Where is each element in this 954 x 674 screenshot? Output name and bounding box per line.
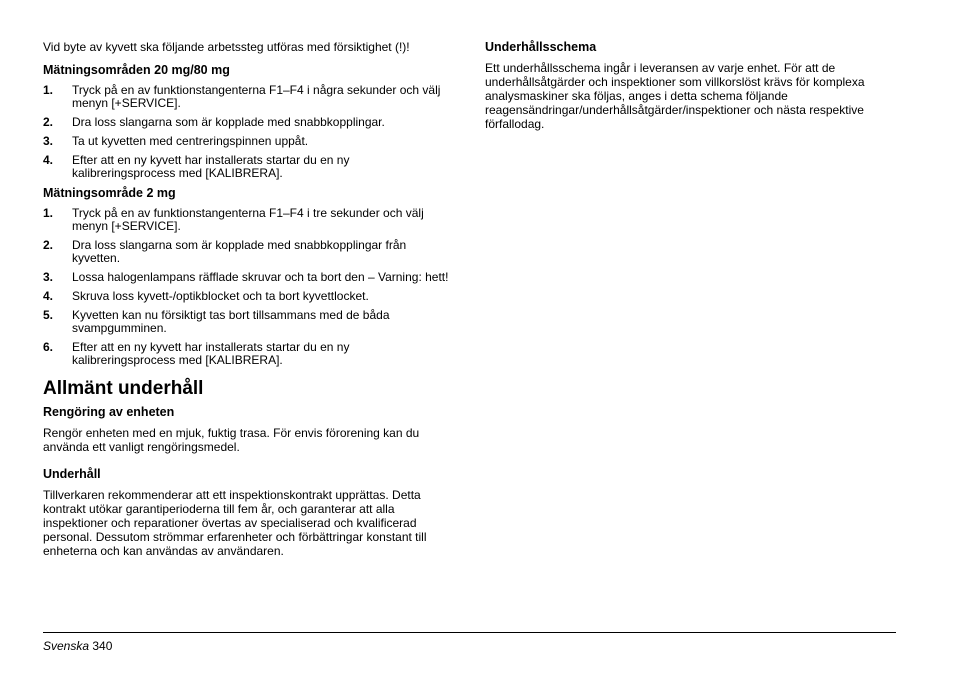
step-number: 5. — [43, 308, 54, 322]
step-text: Lossa halogenlampans räfflade skruvar och ta bort den – Varning: hett! — [72, 270, 449, 284]
steps-list-20-80mg — [43, 84, 455, 180]
step-number: 4. — [43, 153, 54, 167]
step-number: 3. — [43, 134, 54, 148]
maintenance-heading: Underhåll — [43, 467, 101, 481]
list-item — [43, 207, 455, 233]
step-number: 3. — [43, 270, 54, 284]
steps-list-2mg — [43, 207, 455, 367]
list-item — [43, 271, 455, 284]
step-number: 2. — [43, 238, 54, 252]
step-number: 1. — [43, 206, 54, 220]
cleaning-text: Rengör enheten med en mjuk, fuktig trasa. För envis förorening kan du använda ett vanligt rengöringsmedel. — [43, 426, 420, 454]
schedule-text: Ett underhållsschema ingår i leveransen av varje enhet. För att de underhållsåtgärder och inspektioner som villkorslöst krävs för komplexa analysmaskiner ska följas, anges i detta schema följande reagensändringar/underhållsåtgärder/inspektioner och nästa respektive förfallodag. — [485, 61, 865, 131]
step-number: 4. — [43, 289, 54, 303]
section-heading-2mg: Mätningsområde 2 mg — [43, 186, 176, 200]
page-number: 340 — [92, 639, 113, 653]
intro-text: Vid byte av kyvett ska följande arbetssteg utföras med försiktighet (!)! — [43, 40, 410, 54]
step-text: Kyvetten kan nu försiktigt tas bort tillsammans med de båda svampgumminen. — [72, 308, 390, 335]
footer-divider — [43, 632, 896, 633]
schedule-heading: Underhållsschema — [485, 40, 597, 54]
list-item — [43, 135, 455, 148]
page-footer — [43, 639, 112, 653]
right-column — [485, 38, 897, 131]
step-text: Dra loss slangarna som är kopplade med snabbkopplingar. — [72, 115, 385, 129]
maintenance-text: Tillverkaren rekommenderar att ett inspektionskontrakt upprättas. Detta kontrakt utökar garantiperioderna till fem år, och garanterar att alla inspektioner och reparationer övertas av specialiserad och kvalificerad personal. Dessutom strömmar erfarenheter och förbättringar konstant till enheterna och kan användas av användaren. — [43, 488, 427, 558]
section-heading-20-80mg: Mätningsområden 20 mg/80 mg — [43, 63, 230, 77]
step-text: Tryck på en av funktionstangenterna F1–F4 i tre sekunder och välj menyn [+SERVICE]. — [72, 206, 424, 233]
step-text: Ta ut kyvetten med centreringspinnen uppåt. — [72, 134, 309, 148]
cleaning-heading: Rengöring av enheten — [43, 405, 175, 419]
step-text: Efter att en ny kyvett har installerats startar du en ny kalibreringsprocess med [KALIBRERA]. — [72, 153, 350, 180]
step-text: Skruva loss kyvett-/optikblocket och ta bort kyvettlocket. — [72, 289, 369, 303]
step-number: 1. — [43, 83, 54, 97]
step-number: 6. — [43, 340, 54, 354]
footer-language: Svenska — [43, 639, 90, 653]
list-item — [43, 341, 455, 367]
list-item — [43, 309, 455, 335]
left-column — [43, 38, 455, 558]
list-item — [43, 116, 455, 129]
step-text: Tryck på en av funktionstangenterna F1–F4 i några sekunder och välj menyn [+SERVICE]. — [72, 83, 441, 110]
list-item — [43, 84, 455, 110]
step-text: Efter att en ny kyvett har installerats startar du en ny kalibreringsprocess med [KALIBRERA]. — [72, 340, 350, 367]
step-number: 2. — [43, 115, 54, 129]
list-item — [43, 154, 455, 180]
step-text: Dra loss slangarna som är kopplade med snabbkopplingar från kyvetten. — [72, 238, 407, 265]
list-item — [43, 239, 455, 265]
main-heading: Allmänt underhåll — [43, 378, 204, 399]
list-item — [43, 290, 455, 303]
